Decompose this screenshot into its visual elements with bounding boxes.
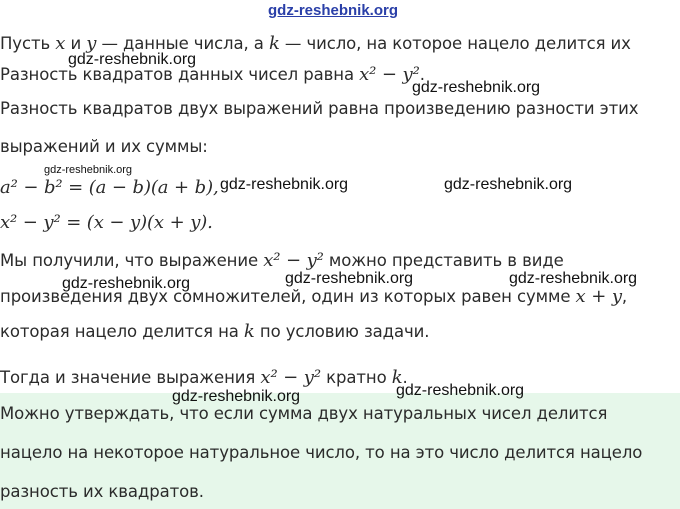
text: . xyxy=(402,368,408,387)
watermark: gdz-reshebnik.org xyxy=(509,270,638,287)
watermark[interactable]: gdz-reshebnik.org xyxy=(268,2,399,19)
text: Тогда и значение выражения xyxy=(0,368,261,387)
math-k: k xyxy=(391,367,403,388)
text: по условию задачи. xyxy=(254,322,430,341)
watermark: gdz-reshebnik.org xyxy=(396,382,525,399)
watermark: gdz-reshebnik.org xyxy=(220,176,349,193)
paragraph-4-line-3 xyxy=(0,321,429,343)
conclusion-line-1: Можно утверждать, что если сумма двух натуральных чисел делится xyxy=(0,404,608,423)
conclusion-line-3: разность их квадратов. xyxy=(0,482,204,501)
paragraph-5 xyxy=(0,367,408,389)
text: и xyxy=(65,34,87,53)
text: кратно xyxy=(320,368,392,387)
text: — число, на которое нацело делится их xyxy=(279,34,631,53)
conclusion-line-2: нацело на некоторое натуральное число, то на это число делится нацело xyxy=(0,443,643,462)
watermark: gdz-reshebnik.org xyxy=(68,51,197,68)
math-expression: x + y xyxy=(575,286,622,307)
paragraph-4-line-1 xyxy=(0,250,564,272)
math-expression: x² − y² xyxy=(359,64,420,85)
formula-2 xyxy=(0,212,213,234)
text: — данные числа, а xyxy=(96,34,269,53)
math-x: x xyxy=(55,33,66,54)
math-expression: x² − y² xyxy=(263,250,324,271)
text: , xyxy=(621,287,628,306)
watermark: gdz-reshebnik.org xyxy=(172,388,301,405)
formula-1 xyxy=(0,177,219,199)
paragraph-3-line-2: выражений и их суммы: xyxy=(0,137,208,156)
formula-text: x² − y² = (x − y)(x + y). xyxy=(0,212,213,233)
text: произведения двух сомножителей, один из которых равен сумме xyxy=(0,287,576,306)
math-k: k xyxy=(268,33,280,54)
text: Разность квадратов данных чисел равна xyxy=(0,65,360,84)
formula-text: a² − b² = (a − b)(a + b), xyxy=(0,177,219,198)
text: Мы получили, что выражение xyxy=(0,251,264,270)
paragraph-3-line-1: Разность квадратов двух выражений равна произведению разности этих xyxy=(0,99,639,118)
watermark: gdz-reshebnik.org xyxy=(412,79,541,96)
math-expression: x² − y² xyxy=(260,367,321,388)
text: которая нацело делится на xyxy=(0,322,244,341)
math-y: y xyxy=(86,33,97,54)
math-k: k xyxy=(243,321,255,342)
text: Пусть xyxy=(0,34,56,53)
text: можно представить в виде xyxy=(323,251,564,270)
watermark: gdz-reshebnik.org xyxy=(62,275,191,292)
paragraph-2 xyxy=(0,64,425,86)
watermark: gdz-reshebnik.org xyxy=(44,164,133,176)
text: . xyxy=(419,65,425,84)
watermark: gdz-reshebnik.org xyxy=(444,176,573,193)
watermark: gdz-reshebnik.org xyxy=(285,270,414,287)
